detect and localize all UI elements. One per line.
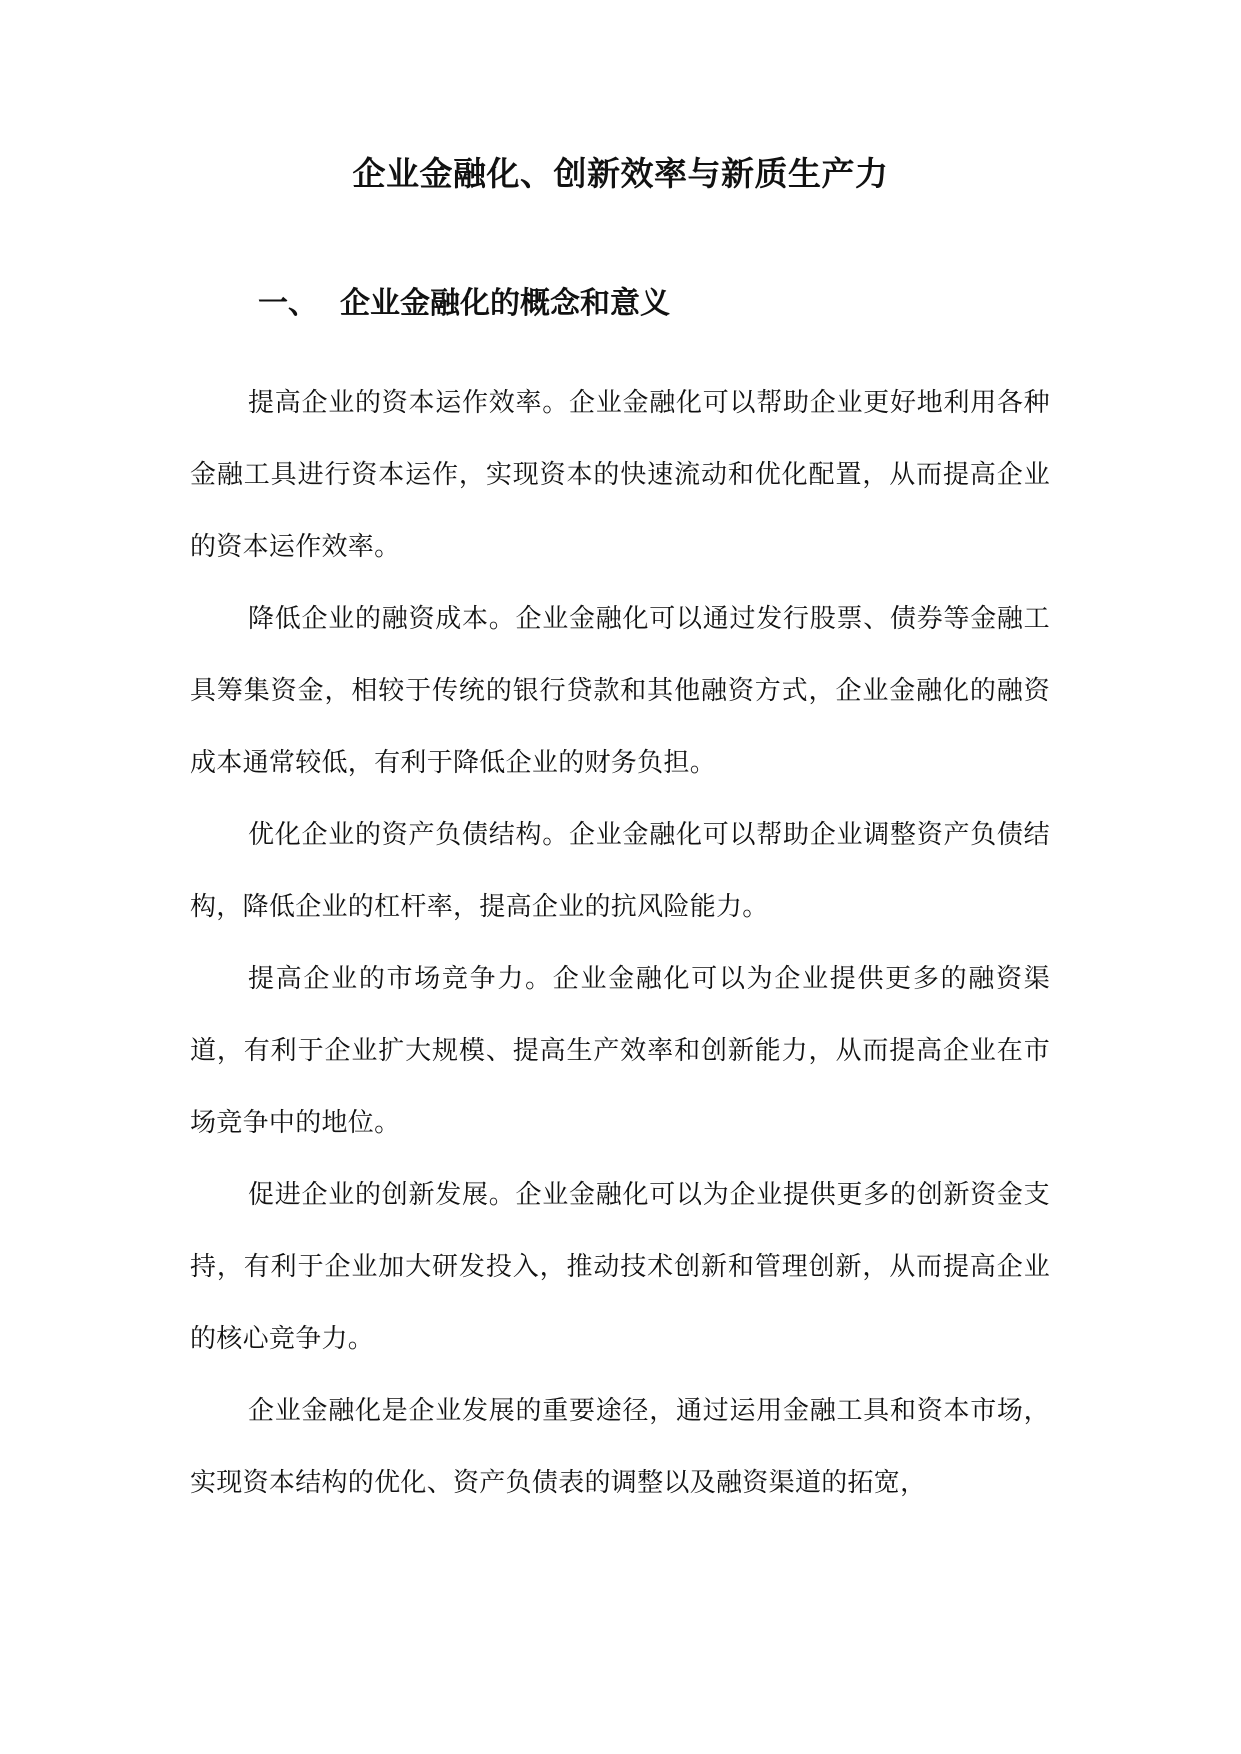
paragraph: 降低企业的融资成本。企业金融化可以通过发行股票、债券等金融工具筹集资金，相较于传统的银行贷款和其他融资方式，企业金融化的融资成本通常较低，有利于降低企业的财务负担。 [190,604,1050,778]
paragraph: 提高企业的市场竞争力。企业金融化可以为企业提供更多的融资渠道，有利于企业扩大规模、提高生产效率和创新能力，从而提高企业在市场竞争中的地位。 [190,964,1050,1138]
paragraph: 优化企业的资产负债结构。企业金融化可以帮助企业调整资产负债结构，降低企业的杠杆率，提高企业的抗风险能力。 [190,820,1050,922]
paragraph: 企业金融化是企业发展的重要途径，通过运用金融工具和资本市场，实现资本结构的优化、资产负债表的调整以及融资渠道的拓宽， [190,1396,1050,1498]
document-title: 企业金融化、创新效率与新质生产力 [352,154,889,193]
section-number: 一、 [258,286,318,321]
section-heading [258,280,670,328]
document-body [190,367,1050,1519]
paragraph: 促进企业的创新发展。企业金融化可以为企业提供更多的创新资金支持，有利于企业加大研发投入，推动技术创新和管理创新，从而提高企业的核心竞争力。 [190,1180,1050,1354]
paragraph: 提高企业的资本运作效率。企业金融化可以帮助企业更好地利用各种金融工具进行资本运作，实现资本的快速流动和优化配置，从而提高企业的资本运作效率。 [190,388,1050,562]
section-heading-text: 企业金融化的概念和意义 [340,286,670,321]
